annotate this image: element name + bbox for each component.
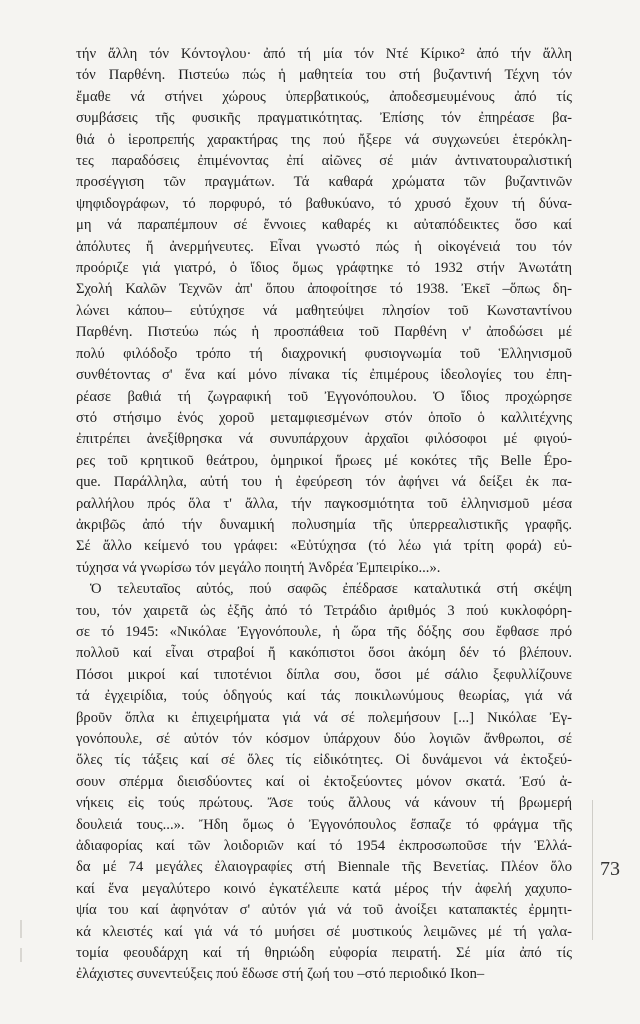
text-line: μη νά παραπέμπουν σέ ἔννοιες καθαρές κι αὐταπόδεικτες ὅσο καί [76,217,572,234]
text-line: νήκεις εἰς τούς πρώτους. Ἄσε τούς ἄλλους νά κάνουν τή βρωμερή [76,795,572,812]
text-line: τόν Παρθένη. Πιστεύω πώς ἡ μαθητεία του στή βυζαντινή Τέχνη τόν [76,67,572,84]
text-line: τά ἐγχειρίδια, τούς ὁδηγούς καί τάς ποικιλωνύμους θεωρίας, γιά νά [76,688,572,705]
text-line: καί ἕνα μεγαλύτερο κοινό ἐγκατέλειπε κατά μέρος τήν ἀφελή χαχυπο- [76,880,572,897]
text-line: πολλοῦ καί εἶναι στραβοί ἤ κακόπιστοι ὅσοι ἀκόμη δέν τό βλέπουν. [76,645,572,662]
text-line: ἔμαθε νά στήνει χώρους ὑπερβατικούς, ἀποδεσμευμένους ἀπό τίς [76,88,572,105]
text-line: ὅλες τίς τάξεις καί σέ ὅλες τίς εἰδικότητες. Οἱ δυνάμενοι νά ἐκτοξεύ- [76,752,572,769]
margin-rule [592,800,593,940]
text-line: λώνει κάπου– εὐτύχησε νά μαθητεύψει πλησίον τοῦ Κωνσταντίνου [76,302,572,319]
text-line: ἐπιτρέπει ἀνεξίθρησκα νά συνυπάρχουν ἀρχαῖοι φιλόσοφοι μέ φιγού- [76,431,572,448]
text-line: ἐλάχιστες συνεντεύξεις πού ἔδωσε στή ζωή του –στό περιοδικό Ikon– [76,966,485,983]
text-line: προσέγγιση τῶν πραγμάτων. Τά καθαρά χρώματα τῶν βυζαντινῶν [76,174,572,191]
text-line: ψία του καί ἀφηνόταν σ' αὐτόν γιά νά τοῦ ἀνοίξει καταπακτές ἐρμητι- [76,902,572,919]
text-line: ἀπόλυτες ἤ ἀνερμήνευτες. Εἶναι γνωστό πώς ἡ οἰκογένειά του τόν [76,238,572,255]
text-line: συνθέτοντας σ' ἕνα καί μόνο πίνακα τίς ἐπιμέρους ἰδεολογίες του ἐπη- [76,367,572,384]
text-line: τομία φεουδάρχη καί τή θηριώδη εὐφορία πειρατή. Σέ μία ἀπό τίς [76,945,572,962]
paragraph [76,579,572,986]
text-line: ἀκριβῶς ἀπό τήν δυναμική πολυσημία τῆς ὑπερρεαλιστικῆς γραφῆς. [76,516,572,533]
text-line: ρέασε βαθιά τή ζωγραφική τοῦ Ἐγγονόπουλου. Ὁ ἴδιος προχώρησε [76,388,572,405]
text-line: του, τόν χαιρετᾶ ὡς ἑξῆς ἀπό τό Τετράδιο ἀριθμός 3 πού κυκλοφόρη- [76,602,572,619]
page-number: 73 [600,858,620,880]
body-text [76,44,572,986]
text-line: συμβάσεις τῆς φυσικῆς πραγματικότητας. Ἐπίσης τόν ἐπηρέασε βα- [76,110,572,127]
text-line: στό στήσιμο ἑνός χοροῦ μεταμφιεσμένων στόν ὁποῖο ὁ καλλιτέχνης [76,409,572,426]
text-line: τήν ἄλλη τόν Κόντογλου· ἀπό τή μία τόν Ντέ Κίρικο² ἀπό τήν ἄλλη [76,46,572,62]
text-line: Σέ ἄλλο κείμενό του γράφει: «Εὐτύχησα (τό λέω γιά τρίτη φορά) εὐ- [76,538,572,555]
text-line: que. Παράλληλα, αὐτή του ἡ ἐφεύρεση τόν ἀφήνει νά δείξει ἐκ πα- [76,474,572,491]
paragraph [76,44,572,579]
text-line: σουν σπέρμα διεισδύοντες καί οἱ ἐκτοξεύοντες μόνον σκατά. Ἐσύ ἀ- [76,773,572,790]
text-line: Ὁ τελευταῖος αὐτός, πού σαφῶς ἐπέδρασε καταλυτικά στή σκέψη [90,581,572,598]
text-line: Πόσοι μικροί καί τιποτένιοι δίπλα σου, ὅσοι μέ σάλιο ξεφυλλίζουνε [76,666,572,683]
text-line: ρες τοῦ κρητικοῦ θεάτρου, ὁμηρικοί ἥρωες μέ κοκότες τῆς Belle Épo- [76,452,572,469]
text-line: δα μέ 74 μεγάλες ἐλαιογραφίες στή Biennale τῆς Βενετίας. Πλέον ὅλο [76,859,572,876]
text-line: κά κλειστές καί γιά νά τό μυήσει σέ μυστικούς λειμῶνες μέ τή γαλα- [76,923,572,940]
text-line: ραλλήλου πρός ὅλα τ' ἄλλα, τήν παγκοσμιότητα τοῦ ἑλληνισμοῦ μέσα [76,495,572,512]
text-line: δουλειά τους...». Ἤδη ὅμως ὁ Ἐγγονόπουλος ἔσπαζε τό φράγμα τῆς [76,816,572,833]
text-line: θιά ὁ ἱεροπρεπής χαρακτήρας της πού ἤξερε νά συγχωνεύει ἑτερόκλη- [76,131,572,148]
text-line: τες παραδόσεις ἐπιμένοντας ἐπί αἰῶνες σέ μιάν ἀντινατουραλιστική [76,153,572,170]
text-line: τύχησα νά γνωρίσω τόν μεγάλο ποιητή Ἀνδρέα Ἐμπειρίκο...». [76,559,441,576]
scan-mark [20,920,22,938]
text-line: Παρθένη. Πιστεύω πώς ἡ προσπάθεια τοῦ Παρθένη ν' ἀποδώσει μέ [76,324,572,341]
text-line: ψηφιδογράφων, τό πορφυρό, τό βαθυκύανο, τό χρυσό ἔχουν τή δύνα- [76,195,572,212]
text-line: ἀδιαφορίας καί τῶν λοιδοριῶν καί τό 1954 ἐκπροσωποῦσε τήν Ἑλλά- [76,838,572,855]
text-line: Σχολή Καλῶν Τεχνῶν ἀπ' ὅπου ἀποφοίτησε τό 1938. Ἐκεῖ –ὅπως δη- [76,281,572,298]
scan-mark [20,948,22,962]
text-line: σε τό 1945: «Νικόλαε Ἐγγονόπουλε, ἡ ὥρα τῆς δόξης σου ἔφθασε πρό [76,623,572,640]
text-line: γονόπουλε, σέ αὐτόν τόν κόσμον ὑπάρχουν δύο λογιῶν ἄνθρωποι, σέ [76,731,572,747]
text-line: προόριζε γιά γιατρό, ὁ ἴδιος ὅμως γράφτηκε τό 1932 στήν Ἀνωτάτη [76,260,572,277]
text-line: πολύ φιλόδοξο τρόπο τή διαχρονική φυσιογνωμία τοῦ Ἑλληνισμοῦ [76,345,572,362]
text-line: βροῦν ὅπλα κι ἐπιχειρήματα γιά νά σέ πολεμήσουν [...] Νικόλαε Ἐγ- [76,709,572,726]
